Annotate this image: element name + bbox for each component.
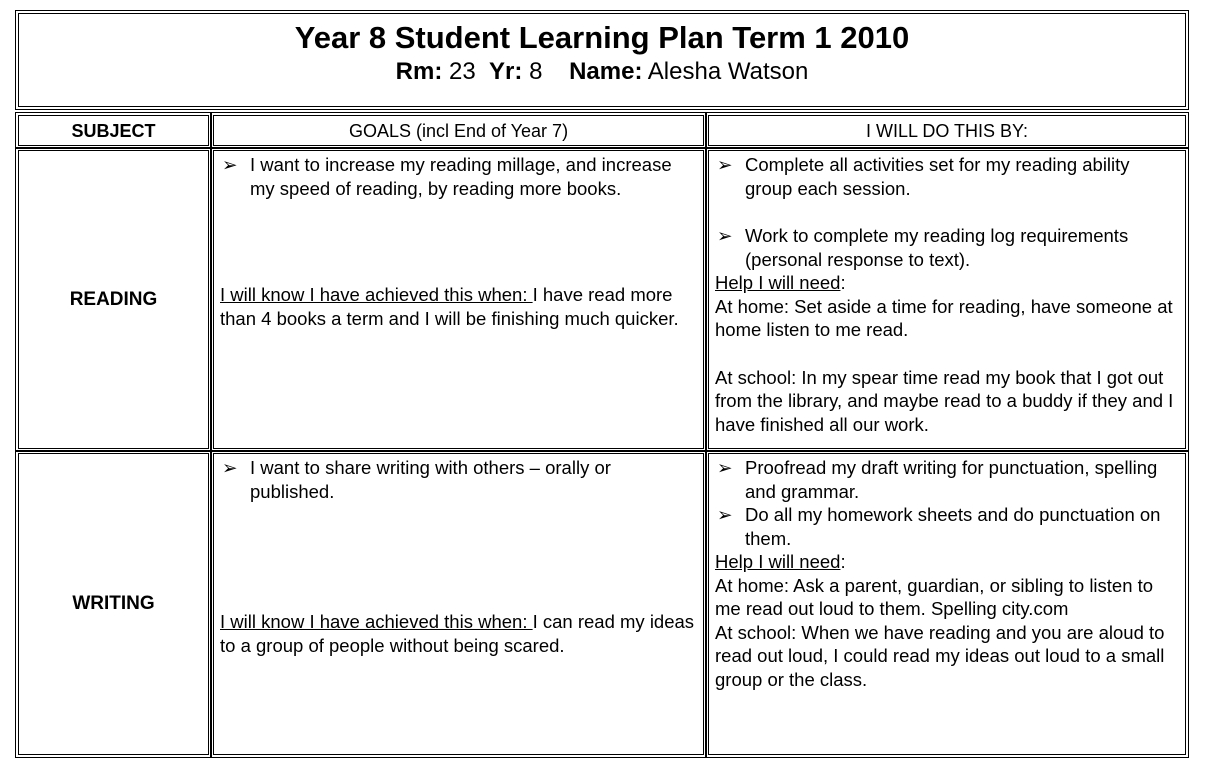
- writing-action-2: ➢ Do all my homework sheets and do punctuation on them.: [717, 504, 1161, 549]
- writing-action-1: ➢ Proofread my draft writing for punctuation, spelling and grammar.: [717, 457, 1158, 502]
- writing-help-heading: Help I will need:: [715, 551, 846, 572]
- header-goals: GOALS (incl End of Year 7): [213, 115, 704, 146]
- year-value: 8: [529, 58, 543, 85]
- writing-goal: ➢ I want to share writing with others – orally or published.: [222, 457, 611, 502]
- writing-help-school: At school: When we have reading and you are aloud to read out loud, I could read my ideas out loud to a small group or the class.: [715, 621, 1165, 690]
- bullet-arrow-icon: ➢: [222, 457, 238, 478]
- year-label: Yr:: [489, 58, 523, 85]
- document-title: Year 8 Student Learning Plan Term 1 2010: [294, 20, 910, 55]
- bullet-arrow-icon: ➢: [222, 154, 238, 175]
- room-label: Rm:: [395, 58, 443, 85]
- subject-reading: READING: [18, 150, 209, 449]
- room-value: 23: [449, 58, 476, 85]
- reading-help-school: At school: In my spear time read my book that I got out from the library, and maybe read to a buddy if they and I have finished all our work.: [715, 366, 1174, 435]
- student-info: [19, 58, 1185, 86]
- reading-action-1: ➢ Complete all activities set for my reading ability group each session.: [717, 154, 1130, 199]
- achieved-text: I can read my ideas to a group of people without being scared.: [220, 611, 695, 656]
- reading-goal: ➢ I want to increase my reading millage, and increase my speed of reading, by reading more books.: [222, 154, 672, 199]
- reading-method-cell: [708, 150, 1186, 449]
- reading-help-heading: Help I will need:: [715, 272, 846, 293]
- header-method: I WILL DO THIS BY:: [708, 115, 1186, 146]
- achieved-label: I will know I have achieved this when:: [220, 284, 533, 305]
- reading-achieved: [220, 283, 699, 330]
- writing-help-home: At home: Ask a parent, guardian, or sibling to listen to me read out loud to them. Spelling city.com: [715, 574, 1154, 619]
- reading-goals-cell: [213, 150, 704, 449]
- header-subject: SUBJECT: [18, 115, 209, 146]
- bullet-arrow-icon: ➢: [717, 457, 733, 478]
- title-block: [18, 13, 1186, 107]
- bullet-arrow-icon: ➢: [717, 154, 733, 175]
- name-label: Name:: [569, 58, 643, 85]
- reading-help-home: At home: Set aside a time for reading, have someone at home listen to me read.: [715, 295, 1173, 340]
- writing-goals-cell: [213, 453, 704, 755]
- writing-achieved: [220, 610, 699, 657]
- subject-writing: WRITING: [18, 453, 209, 755]
- writing-method-cell: [708, 453, 1186, 755]
- reading-action-2: ➢ Work to complete my reading log requirements (personal response to text).: [717, 225, 1129, 270]
- achieved-label: I will know I have achieved this when:: [220, 611, 533, 632]
- achieved-text: I have read more than 4 books a term and I will be finishing much quicker.: [220, 284, 679, 329]
- bullet-arrow-icon: ➢: [717, 504, 733, 525]
- bullet-arrow-icon: ➢: [717, 225, 733, 246]
- name-value: Alesha Watson: [647, 58, 809, 85]
